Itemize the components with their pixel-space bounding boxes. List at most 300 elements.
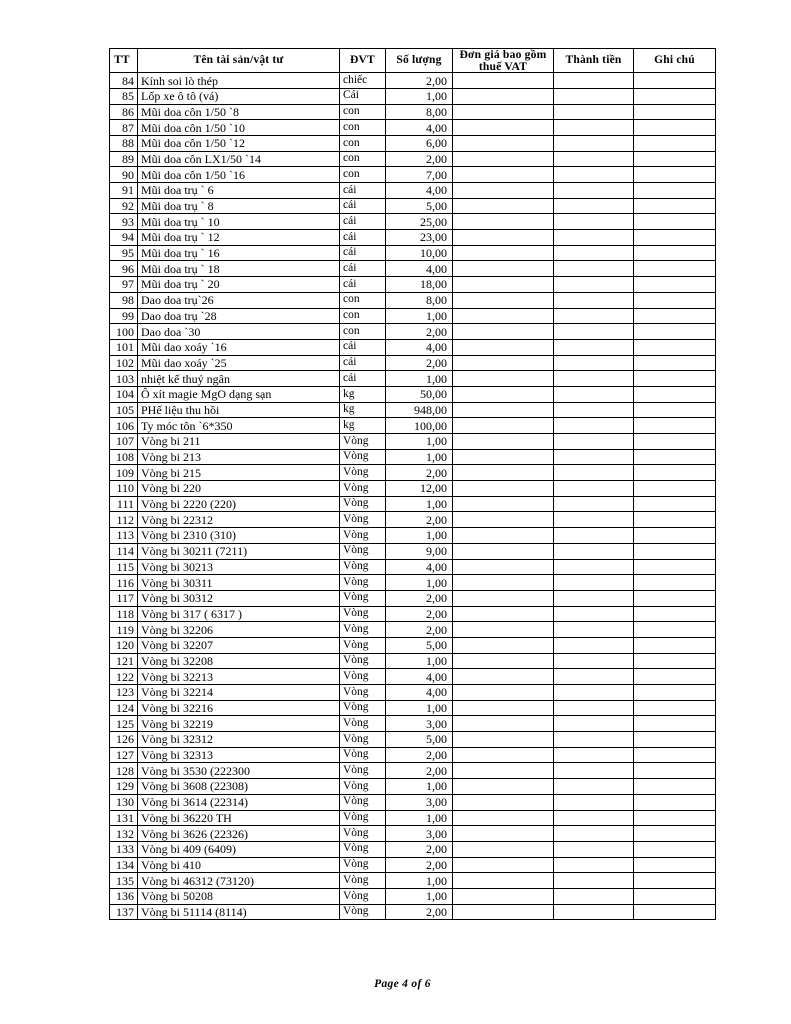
cell-unit-price-vat — [453, 198, 554, 214]
cell-unit: Vòng — [340, 669, 386, 685]
cell-asset-name: Vòng bi 3608 (22308) — [138, 779, 340, 795]
cell-quantity: 6,00 — [386, 135, 453, 151]
cell-unit-price-vat — [453, 606, 554, 622]
cell-unit: Vòng — [340, 857, 386, 873]
cell-index: 84 — [110, 73, 138, 89]
cell-quantity: 1,00 — [386, 88, 453, 104]
cell-unit-price-vat — [453, 120, 554, 136]
cell-index: 129 — [110, 779, 138, 795]
cell-index: 116 — [110, 575, 138, 591]
table-row — [110, 245, 716, 261]
cell-note — [634, 151, 716, 167]
cell-total-amount — [554, 637, 634, 653]
cell-unit: cái — [340, 261, 386, 277]
cell-unit-price-vat — [453, 700, 554, 716]
cell-unit: Vòng — [340, 496, 386, 512]
cell-total-amount — [554, 606, 634, 622]
cell-asset-name: Mũi doa trụ ` 18 — [138, 261, 340, 277]
cell-unit-price-vat — [453, 230, 554, 246]
cell-quantity: 2,00 — [386, 763, 453, 779]
cell-note — [634, 763, 716, 779]
cell-quantity: 2,00 — [386, 622, 453, 638]
cell-unit-price-vat — [453, 135, 554, 151]
table-row — [110, 810, 716, 826]
cell-quantity: 4,00 — [386, 559, 453, 575]
cell-total-amount — [554, 402, 634, 418]
cell-total-amount — [554, 888, 634, 904]
cell-asset-name: Vòng bi 30312 — [138, 590, 340, 606]
cell-asset-name: Vòng bi 32216 — [138, 700, 340, 716]
cell-asset-name: Vòng bi 215 — [138, 465, 340, 481]
cell-index: 130 — [110, 794, 138, 810]
cell-asset-name: Vòng bi 30213 — [138, 559, 340, 575]
cell-note — [634, 434, 716, 450]
cell-note — [634, 653, 716, 669]
cell-unit-price-vat — [453, 183, 554, 199]
cell-quantity: 1,00 — [386, 873, 453, 889]
cell-unit: Vòng — [340, 559, 386, 575]
cell-note — [634, 120, 716, 136]
cell-asset-name: Vòng bi 32208 — [138, 653, 340, 669]
cell-unit-price-vat — [453, 653, 554, 669]
cell-unit: Vòng — [340, 590, 386, 606]
column-header-unit: ĐVT — [340, 49, 386, 73]
cell-note — [634, 214, 716, 230]
cell-asset-name: Vòng bi 36220 TH — [138, 810, 340, 826]
table-row — [110, 104, 716, 120]
cell-quantity: 2,00 — [386, 465, 453, 481]
cell-index: 107 — [110, 434, 138, 450]
table-row — [110, 763, 716, 779]
table-row — [110, 512, 716, 528]
cell-asset-name: Vòng bi 3530 (222300 — [138, 763, 340, 779]
cell-quantity: 25,00 — [386, 214, 453, 230]
cell-note — [634, 794, 716, 810]
table-row — [110, 151, 716, 167]
cell-total-amount — [554, 449, 634, 465]
table-row — [110, 167, 716, 183]
cell-unit: Vòng — [340, 700, 386, 716]
table-row — [110, 120, 716, 136]
cell-unit: Vòng — [340, 434, 386, 450]
cell-total-amount — [554, 418, 634, 434]
cell-note — [634, 904, 716, 920]
cell-index: 134 — [110, 857, 138, 873]
cell-index: 98 — [110, 292, 138, 308]
cell-note — [634, 496, 716, 512]
cell-index: 132 — [110, 826, 138, 842]
cell-unit-price-vat — [453, 465, 554, 481]
cell-note — [634, 528, 716, 544]
cell-quantity: 8,00 — [386, 104, 453, 120]
cell-asset-name: Mũi doa trụ ` 8 — [138, 198, 340, 214]
table-row — [110, 261, 716, 277]
cell-asset-name: Vòng bi 32213 — [138, 669, 340, 685]
cell-note — [634, 543, 716, 559]
cell-note — [634, 167, 716, 183]
table-row — [110, 528, 716, 544]
table-row — [110, 355, 716, 371]
cell-quantity: 100,00 — [386, 418, 453, 434]
cell-unit: con — [340, 104, 386, 120]
cell-index: 110 — [110, 481, 138, 497]
table-row — [110, 88, 716, 104]
cell-asset-name: Vòng bi 211 — [138, 434, 340, 450]
cell-note — [634, 245, 716, 261]
cell-total-amount — [554, 512, 634, 528]
cell-unit-price-vat — [453, 339, 554, 355]
table-row — [110, 857, 716, 873]
cell-quantity: 1,00 — [386, 575, 453, 591]
cell-total-amount — [554, 135, 634, 151]
table-row — [110, 496, 716, 512]
column-header-unit-price-vat: Đơn giá bao gồm thuế VAT — [453, 49, 554, 73]
cell-unit: Vòng — [340, 685, 386, 701]
cell-unit-price-vat — [453, 214, 554, 230]
cell-quantity: 8,00 — [386, 292, 453, 308]
cell-note — [634, 747, 716, 763]
cell-unit: cái — [340, 277, 386, 293]
cell-asset-name: Dao doa `30 — [138, 324, 340, 340]
cell-quantity: 2,00 — [386, 73, 453, 89]
cell-asset-name: Mũi doa trụ ` 6 — [138, 183, 340, 199]
cell-note — [634, 104, 716, 120]
cell-unit: Vòng — [340, 763, 386, 779]
table-row — [110, 418, 716, 434]
table-row — [110, 700, 716, 716]
cell-asset-name: Ô xít magie MgO dạng sạn — [138, 386, 340, 402]
cell-unit: cái — [340, 355, 386, 371]
cell-unit: con — [340, 167, 386, 183]
cell-index: 122 — [110, 669, 138, 685]
cell-total-amount — [554, 339, 634, 355]
cell-unit: con — [340, 120, 386, 136]
cell-unit: kg — [340, 418, 386, 434]
table-row — [110, 183, 716, 199]
cell-note — [634, 465, 716, 481]
cell-quantity: 10,00 — [386, 245, 453, 261]
cell-unit-price-vat — [453, 371, 554, 387]
cell-unit-price-vat — [453, 104, 554, 120]
cell-note — [634, 810, 716, 826]
cell-index: 115 — [110, 559, 138, 575]
table-row — [110, 481, 716, 497]
cell-asset-name: Mũi doa trụ ` 10 — [138, 214, 340, 230]
cell-quantity: 1,00 — [386, 528, 453, 544]
table-row — [110, 559, 716, 575]
cell-note — [634, 606, 716, 622]
cell-asset-name: Vòng bi 32214 — [138, 685, 340, 701]
cell-unit: Vòng — [340, 779, 386, 795]
cell-index: 125 — [110, 716, 138, 732]
cell-note — [634, 669, 716, 685]
cell-quantity: 2,00 — [386, 590, 453, 606]
cell-note — [634, 277, 716, 293]
cell-index: 104 — [110, 386, 138, 402]
cell-quantity: 5,00 — [386, 198, 453, 214]
cell-asset-name: Vòng bi 32206 — [138, 622, 340, 638]
cell-total-amount — [554, 496, 634, 512]
table-row — [110, 575, 716, 591]
cell-quantity: 1,00 — [386, 308, 453, 324]
asset-inventory-table-container — [109, 48, 715, 920]
cell-unit-price-vat — [453, 559, 554, 575]
cell-asset-name: Vòng bi 30211 (7211) — [138, 543, 340, 559]
cell-asset-name: Vòng bi 22312 — [138, 512, 340, 528]
cell-asset-name: Mũi dao xoáy `16 — [138, 339, 340, 355]
cell-asset-name: Vòng bi 51114 (8114) — [138, 904, 340, 920]
cell-asset-name: Vòng bi 409 (6409) — [138, 841, 340, 857]
cell-unit-price-vat — [453, 904, 554, 920]
table-row — [110, 135, 716, 151]
cell-unit: Vòng — [340, 716, 386, 732]
cell-index: 135 — [110, 873, 138, 889]
cell-unit: con — [340, 308, 386, 324]
cell-note — [634, 88, 716, 104]
column-header-name: Tên tài sản/vật tư — [138, 49, 340, 73]
cell-index: 123 — [110, 685, 138, 701]
cell-asset-name: Mũi doa côn 1/50 `8 — [138, 104, 340, 120]
cell-unit: con — [340, 135, 386, 151]
cell-total-amount — [554, 857, 634, 873]
cell-index: 102 — [110, 355, 138, 371]
cell-asset-name: Ty móc tôn `6*350 — [138, 418, 340, 434]
cell-asset-name: Vòng bi 213 — [138, 449, 340, 465]
cell-total-amount — [554, 747, 634, 763]
cell-quantity: 2,00 — [386, 747, 453, 763]
cell-unit: Cái — [340, 88, 386, 104]
cell-total-amount — [554, 167, 634, 183]
cell-total-amount — [554, 465, 634, 481]
table-row — [110, 402, 716, 418]
cell-unit: Vòng — [340, 794, 386, 810]
cell-index: 106 — [110, 418, 138, 434]
table-row — [110, 198, 716, 214]
cell-total-amount — [554, 277, 634, 293]
cell-total-amount — [554, 700, 634, 716]
cell-total-amount — [554, 151, 634, 167]
column-header-quantity: Số lượng — [386, 49, 453, 73]
cell-note — [634, 857, 716, 873]
cell-total-amount — [554, 198, 634, 214]
table-row — [110, 230, 716, 246]
table-row — [110, 308, 716, 324]
cell-total-amount — [554, 590, 634, 606]
cell-total-amount — [554, 355, 634, 371]
cell-index: 137 — [110, 904, 138, 920]
cell-index: 96 — [110, 261, 138, 277]
cell-quantity: 18,00 — [386, 277, 453, 293]
cell-total-amount — [554, 543, 634, 559]
table-row — [110, 606, 716, 622]
cell-note — [634, 355, 716, 371]
cell-total-amount — [554, 716, 634, 732]
cell-total-amount — [554, 73, 634, 89]
cell-asset-name: Mũi doa côn 1/50 `12 — [138, 135, 340, 151]
cell-quantity: 1,00 — [386, 434, 453, 450]
cell-note — [634, 135, 716, 151]
column-header-total-amount: Thành tiền — [554, 49, 634, 73]
cell-index: 109 — [110, 465, 138, 481]
cell-unit-price-vat — [453, 826, 554, 842]
cell-note — [634, 198, 716, 214]
cell-total-amount — [554, 434, 634, 450]
cell-index: 94 — [110, 230, 138, 246]
page-footer — [0, 978, 791, 990]
table-row — [110, 841, 716, 857]
table-row — [110, 434, 716, 450]
cell-index: 108 — [110, 449, 138, 465]
cell-quantity: 2,00 — [386, 151, 453, 167]
cell-index: 120 — [110, 637, 138, 653]
cell-index: 121 — [110, 653, 138, 669]
cell-quantity: 2,00 — [386, 904, 453, 920]
cell-unit: con — [340, 151, 386, 167]
cell-note — [634, 622, 716, 638]
cell-unit-price-vat — [453, 73, 554, 89]
cell-note — [634, 261, 716, 277]
cell-unit: cái — [340, 371, 386, 387]
cell-unit: Vòng — [340, 528, 386, 544]
cell-asset-name: PHế liệu thu hồi — [138, 402, 340, 418]
cell-index: 101 — [110, 339, 138, 355]
cell-quantity: 7,00 — [386, 167, 453, 183]
table-row — [110, 324, 716, 340]
cell-unit: Vòng — [340, 465, 386, 481]
cell-index: 100 — [110, 324, 138, 340]
cell-index: 111 — [110, 496, 138, 512]
cell-unit-price-vat — [453, 873, 554, 889]
cell-unit: Vòng — [340, 622, 386, 638]
cell-unit-price-vat — [453, 763, 554, 779]
cell-unit-price-vat — [453, 324, 554, 340]
cell-note — [634, 779, 716, 795]
table-row — [110, 904, 716, 920]
cell-index: 99 — [110, 308, 138, 324]
cell-index: 118 — [110, 606, 138, 622]
cell-unit: Vòng — [340, 826, 386, 842]
cell-unit-price-vat — [453, 622, 554, 638]
cell-index: 136 — [110, 888, 138, 904]
cell-asset-name: Dao doa trụ `28 — [138, 308, 340, 324]
cell-note — [634, 590, 716, 606]
cell-unit: Vòng — [340, 481, 386, 497]
cell-unit-price-vat — [453, 528, 554, 544]
cell-quantity: 1,00 — [386, 700, 453, 716]
cell-unit: Vòng — [340, 747, 386, 763]
cell-note — [634, 685, 716, 701]
cell-unit: chiếc — [340, 73, 386, 89]
cell-unit: con — [340, 324, 386, 340]
cell-quantity: 948,00 — [386, 402, 453, 418]
cell-index: 87 — [110, 120, 138, 136]
cell-unit-price-vat — [453, 245, 554, 261]
cell-unit-price-vat — [453, 449, 554, 465]
cell-index: 114 — [110, 543, 138, 559]
cell-unit: cái — [340, 198, 386, 214]
cell-total-amount — [554, 324, 634, 340]
cell-total-amount — [554, 669, 634, 685]
cell-note — [634, 73, 716, 89]
cell-index: 127 — [110, 747, 138, 763]
cell-quantity: 1,00 — [386, 779, 453, 795]
table-row — [110, 449, 716, 465]
table-row — [110, 888, 716, 904]
cell-total-amount — [554, 653, 634, 669]
cell-unit-price-vat — [453, 355, 554, 371]
cell-unit-price-vat — [453, 418, 554, 434]
table-row — [110, 669, 716, 685]
cell-quantity: 1,00 — [386, 496, 453, 512]
cell-quantity: 50,00 — [386, 386, 453, 402]
cell-unit: kg — [340, 386, 386, 402]
cell-asset-name: Mũi doa côn LX1/50 `14 — [138, 151, 340, 167]
cell-asset-name: Vòng bi 32219 — [138, 716, 340, 732]
cell-index: 93 — [110, 214, 138, 230]
cell-quantity: 4,00 — [386, 339, 453, 355]
cell-unit-price-vat — [453, 590, 554, 606]
cell-total-amount — [554, 841, 634, 857]
cell-total-amount — [554, 575, 634, 591]
cell-total-amount — [554, 120, 634, 136]
cell-note — [634, 386, 716, 402]
cell-index: 112 — [110, 512, 138, 528]
table-row — [110, 873, 716, 889]
cell-unit-price-vat — [453, 167, 554, 183]
cell-quantity: 23,00 — [386, 230, 453, 246]
table-row — [110, 747, 716, 763]
table-row — [110, 732, 716, 748]
table-row — [110, 794, 716, 810]
cell-note — [634, 841, 716, 857]
table-row — [110, 73, 716, 89]
cell-unit: con — [340, 292, 386, 308]
table-header-row — [110, 49, 716, 73]
cell-total-amount — [554, 481, 634, 497]
cell-unit: cái — [340, 183, 386, 199]
cell-unit-price-vat — [453, 277, 554, 293]
cell-unit-price-vat — [453, 794, 554, 810]
cell-index: 89 — [110, 151, 138, 167]
cell-asset-name: Mũi doa trụ ` 16 — [138, 245, 340, 261]
cell-note — [634, 371, 716, 387]
cell-asset-name: Vòng bi 410 — [138, 857, 340, 873]
cell-unit-price-vat — [453, 857, 554, 873]
table-row — [110, 653, 716, 669]
cell-quantity: 1,00 — [386, 653, 453, 669]
table-row — [110, 465, 716, 481]
cell-total-amount — [554, 371, 634, 387]
asset-inventory-table — [109, 48, 716, 920]
table-row — [110, 371, 716, 387]
cell-unit: cái — [340, 245, 386, 261]
page-number-label: Page 4 of 6 — [374, 978, 431, 990]
cell-total-amount — [554, 214, 634, 230]
cell-asset-name: Mũi dao xoáy `25 — [138, 355, 340, 371]
table-row — [110, 685, 716, 701]
cell-quantity: 1,00 — [386, 810, 453, 826]
cell-note — [634, 873, 716, 889]
cell-unit-price-vat — [453, 434, 554, 450]
cell-unit: Vòng — [340, 810, 386, 826]
table-header — [110, 49, 716, 73]
table-row — [110, 779, 716, 795]
cell-asset-name: Kính soi lò thép — [138, 73, 340, 89]
cell-quantity: 2,00 — [386, 857, 453, 873]
cell-note — [634, 292, 716, 308]
cell-unit-price-vat — [453, 543, 554, 559]
cell-asset-name: Vòng bi 32207 — [138, 637, 340, 653]
